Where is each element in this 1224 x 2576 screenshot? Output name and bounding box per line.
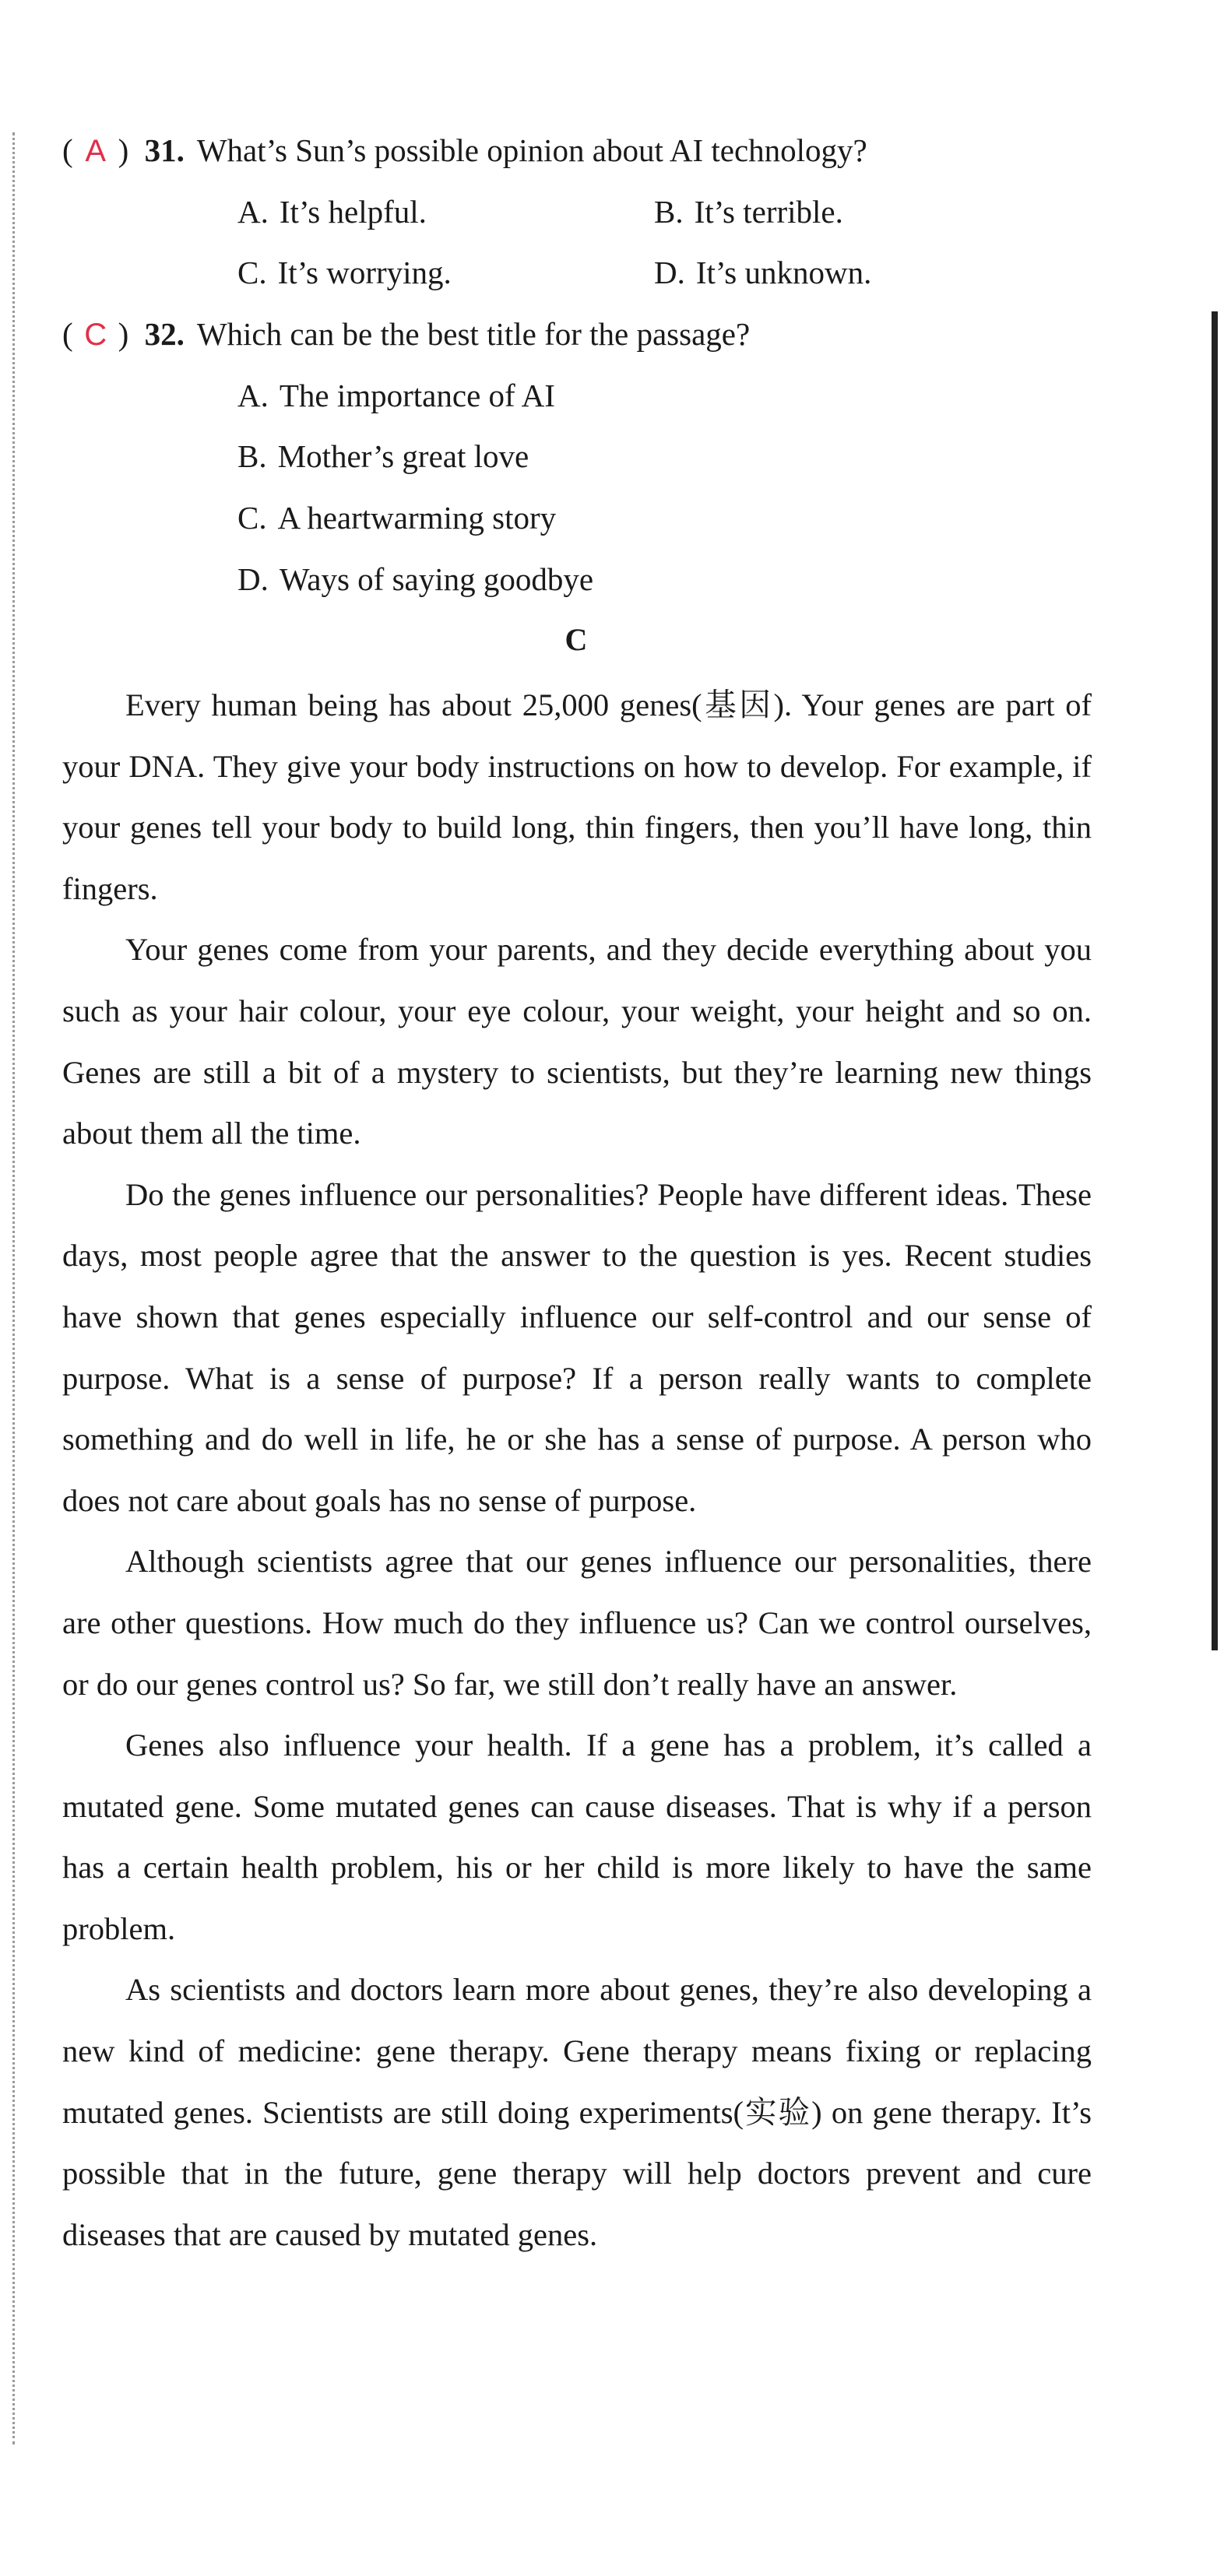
option-32-c	[237, 498, 556, 537]
option-32-d	[237, 560, 593, 599]
question-number-31: 31.	[144, 132, 185, 168]
option-31-b	[654, 192, 843, 231]
question-number-32: 32.	[144, 316, 185, 352]
option-letter: D.	[237, 561, 269, 597]
answer-paren-close: )	[118, 132, 129, 168]
option-letter: C.	[237, 500, 267, 536]
option-letter: C.	[237, 255, 267, 290]
passage-paragraph-1: Every human being has about 25,000 genes(基因). Your genes are part of your DNA. They give your body instructions on how to develop. For example, if your genes tell your body to build long, thin fingers, then you’ll have long, thin fingers.	[62, 687, 1092, 906]
passage-paragraph-5: Genes also influence your health. If a gene has a problem, it’s called a mutated gene. Some mutated genes can cause diseases. That is why if a person has a certain health problem, his or her child is more likely to have the same problem.	[62, 1727, 1092, 1946]
option-text: It’s terrible.	[694, 194, 843, 230]
option-letter: B.	[237, 438, 267, 474]
option-text: It’s helpful.	[279, 194, 427, 230]
answer-paren-open: (	[62, 316, 73, 352]
option-31-a	[237, 192, 427, 231]
left-dotted-margin-rule	[12, 132, 15, 2444]
right-edge-binding-bar	[1212, 311, 1218, 1650]
passage-paragraph-3: Do the genes influence our personalities? People have different ideas. These days, most people agree that the answer to the question is yes. Recent studies have shown that genes especially influence our self-control and our sense of purpose. What is a sense of purpose? If a person really wants to complete something and do well in life, he or she has a sense of purpose. A person who does not care about goals has no sense of purpose.	[62, 1176, 1092, 1518]
option-31-d	[654, 253, 871, 292]
reading-passage	[62, 675, 1092, 2265]
question-stem-32: Which can be the best title for the passage?	[196, 316, 751, 352]
option-text: The importance of AI	[279, 378, 555, 413]
option-letter: A.	[237, 194, 269, 230]
option-text: Mother’s great love	[277, 438, 529, 474]
option-31-c	[237, 253, 452, 292]
option-32-a	[237, 376, 555, 415]
passage-paragraph-2: Your genes come from your parents, and they decide everything about you such as your hair colour, your eye colour, your weight, your height and so on. Genes are still a bit of a mystery to scientists, but they’re learning new things about them all the time.	[62, 932, 1092, 1151]
question-stem-31: What’s Sun’s possible opinion about AI technology?	[196, 132, 867, 168]
option-letter: B.	[654, 194, 684, 230]
option-32-b	[237, 437, 529, 476]
question-32	[62, 315, 750, 354]
option-letter: D.	[654, 255, 685, 290]
answer-32: C	[84, 318, 107, 352]
option-letter: A.	[237, 378, 269, 413]
section-heading-c: C	[565, 622, 588, 657]
option-text: It’s unknown.	[695, 255, 872, 290]
answer-paren-open: (	[62, 132, 73, 168]
option-text: Ways of saying goodbye	[279, 561, 594, 597]
answer-paren-close: )	[118, 316, 129, 352]
question-31	[62, 131, 867, 170]
option-text: It’s worrying.	[277, 255, 452, 290]
passage-paragraph-4: Although scientists agree that our genes influence our personalities, there are other questions. How much do they influence us? Can we control ourselves, or do our genes control us? So far, we still don’t really have an answer.	[62, 1544, 1092, 1702]
option-text: A heartwarming story	[277, 500, 557, 536]
passage-paragraph-6: As scientists and doctors learn more about genes, they’re also developing a new kind of medicine: gene therapy. Gene therapy means fixing or replacing mutated genes. Scientists are still doing experiments(实验) on gene therapy. It’s possible that in the future, gene therapy will help doctors prevent and cure diseases that are caused by mutated genes.	[62, 1972, 1092, 2252]
answer-31: A	[85, 134, 106, 168]
